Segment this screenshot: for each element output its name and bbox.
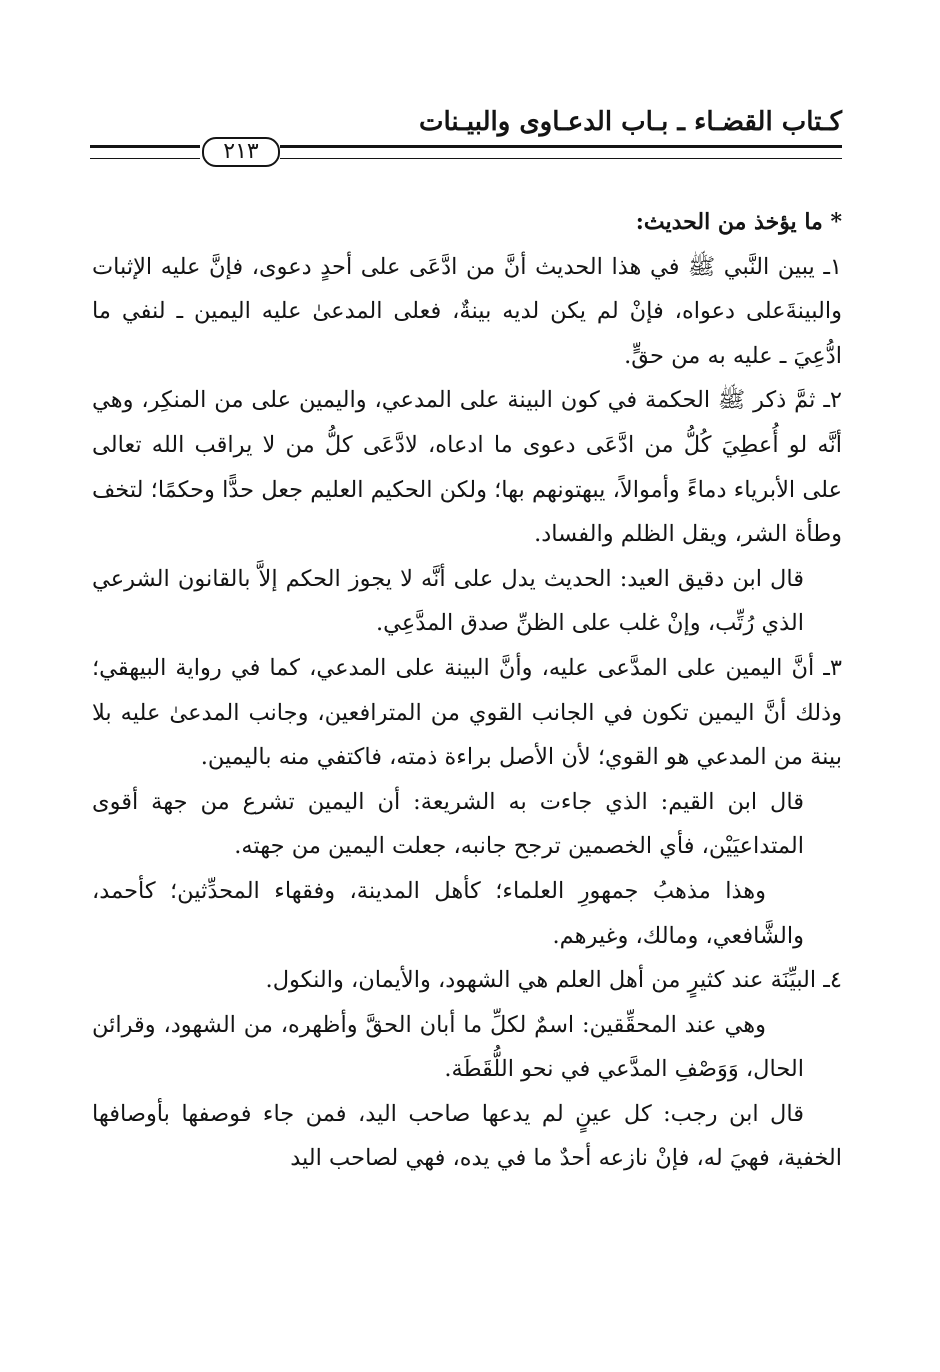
page-header: [90, 105, 842, 165]
paragraph-item-4: ٤ـ البيِّنَة عند كثيرٍ من أهل العلم هي الشهود، والأيمان، والنكول.: [265, 967, 842, 994]
paragraph-item-2: ٢ـ ثمَّ ذكر ﷺ الحكمة في كون البينة على المدعي، واليمين على من المنكِر، وهي أنَّه لو أُعطِيَ كُلُّ من ادَّعَى دعوى ما ادعاه، لادَّعَى كلُّ من لا يراقب الله تعالى على الأبرياء دماءً وأموالاً، يبهتونهم بها؛ ولكن الحكيم العليم جعل حدًّا وحكمًا؛ لتخف وطأة الشر، ويقل الظلم والفساد.: [92, 387, 842, 548]
running-title: كـتاب القضـاء ـ بـاب الدعـاوى والبيـنات: [419, 107, 842, 137]
paragraph-muhaqqiqin: وهي عند المحقِّقين: اسمٌ لكلِّ ما أبان الحقَّ وأظهره، من الشهود، وقرائن الحال، وَوَصْفِ المدَّعي في نحو اللُّقَطَة.: [92, 1011, 804, 1083]
page-number: ٢١٣: [202, 137, 280, 167]
page-body: [92, 200, 842, 1181]
paragraph-majority-view: وهذا مذهبُ جمهورِ العلماء؛ كأهل المدينة، وفقهاء المحدِّثين؛ كأحمد، والشَّافعي، ومالك، وغيرهم.: [92, 877, 804, 949]
paragraph-quote-ibn-rajab: قال ابن رجب: كل عينٍ لم يدعها صاحب اليد، فمن جاء فوصفها بأوصافها الخفية، فهيَ له، فإنْ نازعه أحدٌ ما في يده، فهي لصاحب اليد: [92, 1100, 842, 1172]
header-rule-left: [90, 145, 200, 159]
paragraph-item-3: ٣ـ أنَّ اليمين على المدَّعى عليه، وأنَّ البينة على المدعي، كما في رواية البيهقي؛ وذلك أنَّ اليمين تكون في الجانب القوي من المترافعين، وجانب المدعىٰ عليه بلا بينة من المدعي هو القوي؛ لأن الأصل براءة ذمته، فاكتفي منه باليمين.: [92, 654, 842, 771]
section-heading: * ما يؤخذ من الحديث:: [635, 209, 842, 235]
header-rule: [90, 137, 842, 165]
header-rule-right: [280, 145, 842, 159]
paragraph-quote-ibn-qayyim: قال ابن القيم: الذي جاءت به الشريعة: أن اليمين تشرع من جهة أقوى المتداعيَيْن، فأي الخصمين ترجح جانبه، جعلت اليمين من جهته.: [92, 788, 804, 860]
paragraph-item-1: ١ـ يبين النَّبي ﷺ في هذا الحديث أنَّ من ادَّعَى على أحدٍ دعوى، فإنَّ عليه الإثبات والبينةَعلى دعواه، فإنْ لم يكن لديه بينةٌ، فعلى المدعىٰ عليه اليمين ـ لنفي ما ادُّعِيَ ـ عليه به من حقٍّ.: [92, 253, 842, 369]
paragraph-quote-ibn-daqiq: قال ابن دقيق العيد: الحديث يدل على أنَّه لا يجوز الحكم إلاَّ بالقانون الشرعي الذي رُتِّب، وإنْ غلب على الظنِّ صدق المدَّعِي.: [92, 565, 804, 637]
